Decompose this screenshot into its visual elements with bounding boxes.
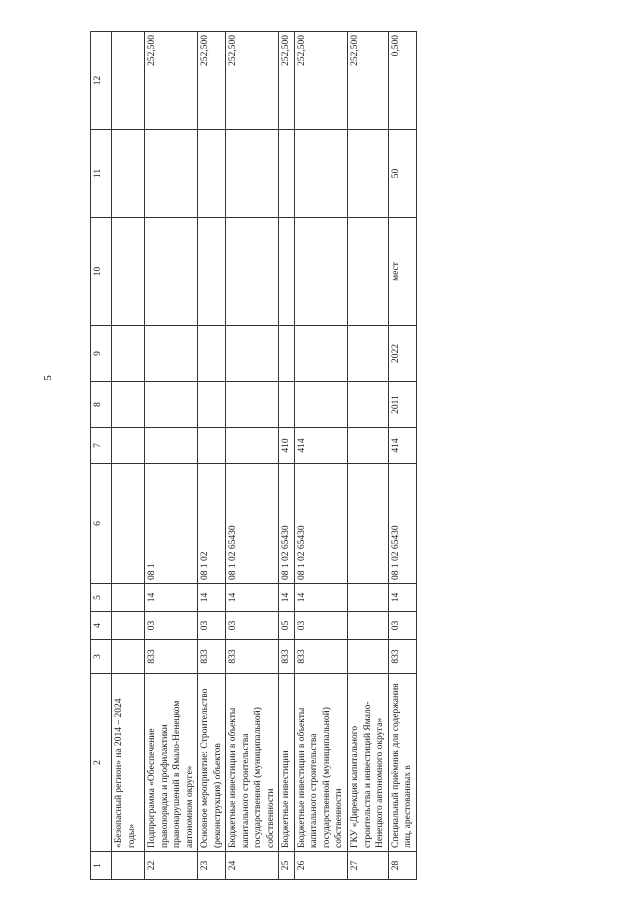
table-row <box>347 32 388 880</box>
cell-name: ГКУ «Дирекция капитального строительства и инвестиций Ямало-Ненецкого автономного округа» <box>347 674 388 852</box>
cell-c4 <box>347 612 388 640</box>
cell-c3 <box>347 640 388 674</box>
cell-c7 <box>347 428 388 464</box>
table-row <box>198 32 226 880</box>
cell-c7: 414 <box>388 428 416 464</box>
cell-c3: 833 <box>198 640 226 674</box>
cell-no: 28 <box>388 852 416 880</box>
cell-c4: 03 <box>388 612 416 640</box>
cell-c6: 08 1 02 65430 <box>294 464 347 584</box>
table-row <box>112 32 145 880</box>
cell-c4: 03 <box>226 612 279 640</box>
column-header: 1 <box>91 852 112 880</box>
cell-c9 <box>226 326 279 382</box>
cell-c8 <box>112 382 145 428</box>
cell-c3: 833 <box>388 640 416 674</box>
cell-c10 <box>198 218 226 326</box>
cell-c11 <box>347 130 388 218</box>
cell-c7: 414 <box>294 428 347 464</box>
budget-table <box>90 31 417 880</box>
cell-c9 <box>279 326 295 382</box>
cell-c3 <box>112 640 145 674</box>
column-header: 9 <box>91 326 112 382</box>
cell-c11 <box>112 130 145 218</box>
cell-c5 <box>347 584 388 612</box>
cell-c5: 14 <box>145 584 198 612</box>
cell-c9 <box>112 326 145 382</box>
header-row <box>91 32 112 880</box>
cell-c4: 05 <box>279 612 295 640</box>
cell-c9: 2022 <box>388 326 416 382</box>
cell-c4 <box>112 612 145 640</box>
cell-c10 <box>294 218 347 326</box>
cell-no <box>112 852 145 880</box>
cell-c6: 08 1 02 65430 <box>226 464 279 584</box>
cell-c7 <box>226 428 279 464</box>
column-header: 10 <box>91 218 112 326</box>
cell-name: Бюджетные инвестиции в объекты капитального строительства государственной (муниципальной) собственности <box>294 674 347 852</box>
cell-c7 <box>112 428 145 464</box>
table-row <box>145 32 198 880</box>
cell-c10 <box>279 218 295 326</box>
cell-c4: 03 <box>198 612 226 640</box>
cell-name: Специальный приёмник для содержания лиц, арестованных в <box>388 674 416 852</box>
cell-c3: 833 <box>279 640 295 674</box>
cell-c7: 410 <box>279 428 295 464</box>
cell-no: 22 <box>145 852 198 880</box>
cell-c8 <box>279 382 295 428</box>
cell-name: Подпрограмма «Обеспечение правопорядка и профилактики правонарушений в Ямало-Ненецком автономном округе» <box>145 674 198 852</box>
cell-c12: 252,500 <box>279 32 295 130</box>
cell-c5: 14 <box>198 584 226 612</box>
table-row <box>226 32 279 880</box>
column-header: 2 <box>91 674 112 852</box>
cell-c6: 08 1 02 65430 <box>388 464 416 584</box>
cell-c12: 252,500 <box>226 32 279 130</box>
table-row <box>279 32 295 880</box>
cell-c11 <box>198 130 226 218</box>
cell-c6: 08 1 02 65430 <box>279 464 295 584</box>
column-header: 11 <box>91 130 112 218</box>
cell-c9 <box>294 326 347 382</box>
column-header: 5 <box>91 584 112 612</box>
cell-c5: 14 <box>388 584 416 612</box>
cell-c8 <box>198 382 226 428</box>
cell-c9 <box>145 326 198 382</box>
cell-c8 <box>294 382 347 428</box>
rotated-table-wrapper <box>90 32 610 880</box>
cell-c10 <box>226 218 279 326</box>
cell-c11: 50 <box>388 130 416 218</box>
cell-c3: 833 <box>145 640 198 674</box>
cell-name: Бюджетные инвестиции <box>279 674 295 852</box>
column-header: 3 <box>91 640 112 674</box>
cell-name: «Безопасный регион» на 2014 – 2024 годы» <box>112 674 145 852</box>
cell-no: 23 <box>198 852 226 880</box>
cell-c12: 252,500 <box>347 32 388 130</box>
cell-c5: 14 <box>226 584 279 612</box>
column-header: 6 <box>91 464 112 584</box>
cell-c12: 252,500 <box>198 32 226 130</box>
cell-c12 <box>112 32 145 130</box>
cell-c8 <box>145 382 198 428</box>
cell-c11 <box>226 130 279 218</box>
cell-c9 <box>347 326 388 382</box>
cell-c3: 833 <box>294 640 347 674</box>
column-header: 4 <box>91 612 112 640</box>
cell-c10 <box>112 218 145 326</box>
cell-c8 <box>226 382 279 428</box>
cell-no: 27 <box>347 852 388 880</box>
cell-c12: 252,500 <box>294 32 347 130</box>
cell-c12: 0,500 <box>388 32 416 130</box>
cell-name: Основное мероприятие: Строительство (реконструкция) объектов <box>198 674 226 852</box>
cell-c11 <box>279 130 295 218</box>
cell-name: Бюджетные инвестиции в объекты капитального строительства государственной (муниципальной) собственности <box>226 674 279 852</box>
cell-c4: 03 <box>145 612 198 640</box>
cell-c6: 08 1 02 <box>198 464 226 584</box>
cell-c5 <box>112 584 145 612</box>
table-row <box>388 32 416 880</box>
cell-c3: 833 <box>226 640 279 674</box>
cell-c5: 14 <box>279 584 295 612</box>
cell-c6 <box>347 464 388 584</box>
cell-c10: мест <box>388 218 416 326</box>
cell-c10 <box>145 218 198 326</box>
cell-no: 24 <box>226 852 279 880</box>
column-header: 8 <box>91 382 112 428</box>
column-header: 7 <box>91 428 112 464</box>
cell-c6 <box>112 464 145 584</box>
cell-c4: 03 <box>294 612 347 640</box>
cell-c5: 14 <box>294 584 347 612</box>
page-number: 5 <box>41 375 54 381</box>
column-header: 12 <box>91 32 112 130</box>
cell-c7 <box>198 428 226 464</box>
cell-c6: 08 1 <box>145 464 198 584</box>
cell-c9 <box>198 326 226 382</box>
cell-c8: 2011 <box>388 382 416 428</box>
cell-c10 <box>347 218 388 326</box>
cell-c12: 252,500 <box>145 32 198 130</box>
cell-no: 25 <box>279 852 295 880</box>
cell-c11 <box>294 130 347 218</box>
cell-no: 26 <box>294 852 347 880</box>
cell-c8 <box>347 382 388 428</box>
cell-c7 <box>145 428 198 464</box>
cell-c11 <box>145 130 198 218</box>
table-row <box>294 32 347 880</box>
